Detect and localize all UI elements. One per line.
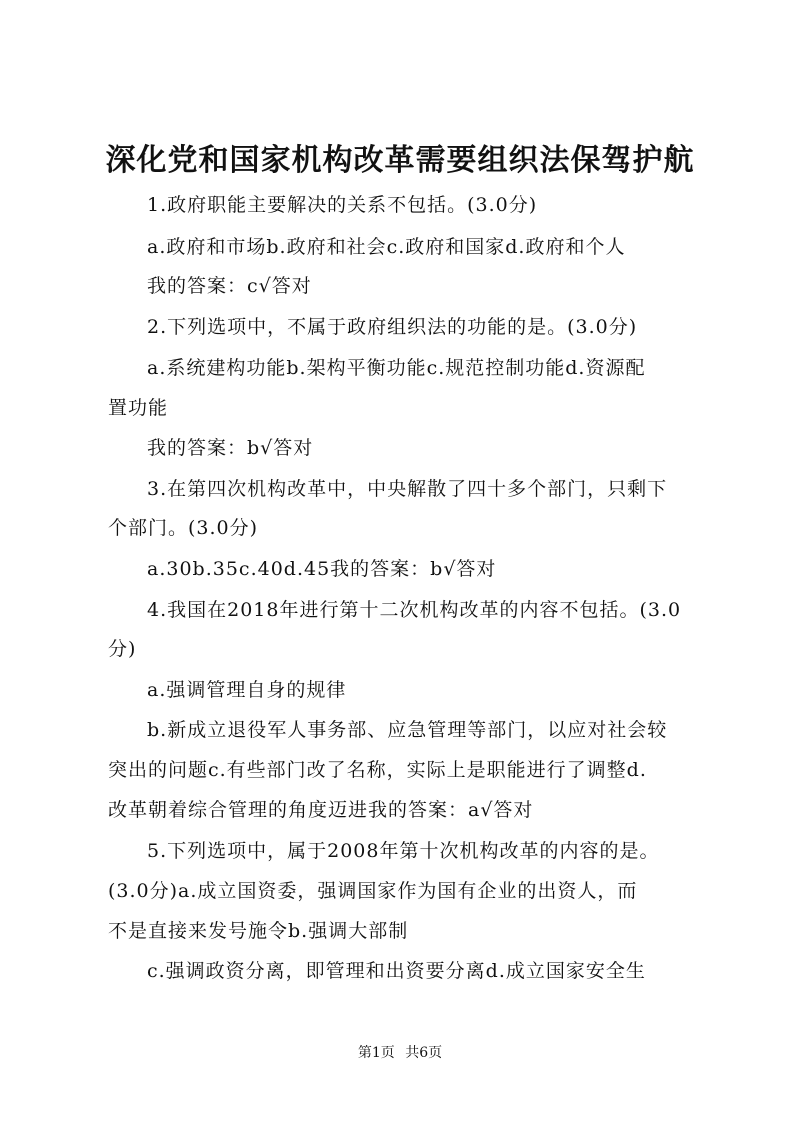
question-3: 3.在第四次机构改革中，中央解散了四十多个部门，只剩下 bbox=[147, 478, 668, 500]
page-total: 共6页 bbox=[405, 1045, 443, 1061]
question-2: 2.下列选项中，不属于政府组织法的功能的是。(3.0分) bbox=[147, 316, 638, 338]
answer-2: 我的答案：b√答对 bbox=[147, 437, 314, 459]
question-4-option-b: b.新成立退役军人事务部、应急管理等部门，以应对社会较 bbox=[147, 719, 668, 741]
question-2-options-cont: 置功能 bbox=[108, 397, 169, 419]
question-5: 5.下列选项中，属于2008年第十次机构改革的内容的是。 bbox=[147, 840, 660, 862]
question-4-options-cont: 突出的问题c.有些部门改了名称，实际上是职能进行了调整d. bbox=[108, 759, 647, 781]
question-1-options: a.政府和市场b.政府和社会c.政府和国家d.政府和个人 bbox=[147, 236, 626, 258]
question-4-option-a: a.强调管理自身的规律 bbox=[147, 679, 347, 701]
question-3-options-answer: a.30b.35c.40d.45我的答案：b√答对 bbox=[147, 558, 497, 580]
question-1: 1.政府职能主要解决的关系不包括。(3.0分) bbox=[147, 194, 538, 216]
answer-4: 改革朝着综合管理的角度迈进我的答案：a√答对 bbox=[108, 799, 534, 821]
question-5-options-cont: 不是直接来发号施令b.强调大部制 bbox=[108, 920, 409, 942]
answer-1: 我的答案：c√答对 bbox=[147, 275, 312, 297]
page-footer bbox=[0, 1043, 800, 1063]
question-4-cont: 分) bbox=[108, 638, 137, 660]
document-title: 深化党和国家机构改革需要组织法保驾护航 bbox=[105, 143, 695, 178]
question-2-options: a.系统建构功能b.架构平衡功能c.规范控制功能d.资源配 bbox=[147, 357, 646, 379]
question-5-options-cd: c.强调政资分离，即管理和出资要分离d.成立国家安全生 bbox=[147, 960, 646, 982]
question-5-options: (3.0分)a.成立国资委，强调国家作为国有企业的出资人，而 bbox=[108, 880, 638, 902]
question-3-cont: 个部门。(3.0分) bbox=[108, 517, 259, 539]
question-4: 4.我国在2018年进行第十二次机构改革的内容不包括。(3.0 bbox=[147, 599, 682, 621]
page-number: 第1页 bbox=[357, 1045, 395, 1061]
